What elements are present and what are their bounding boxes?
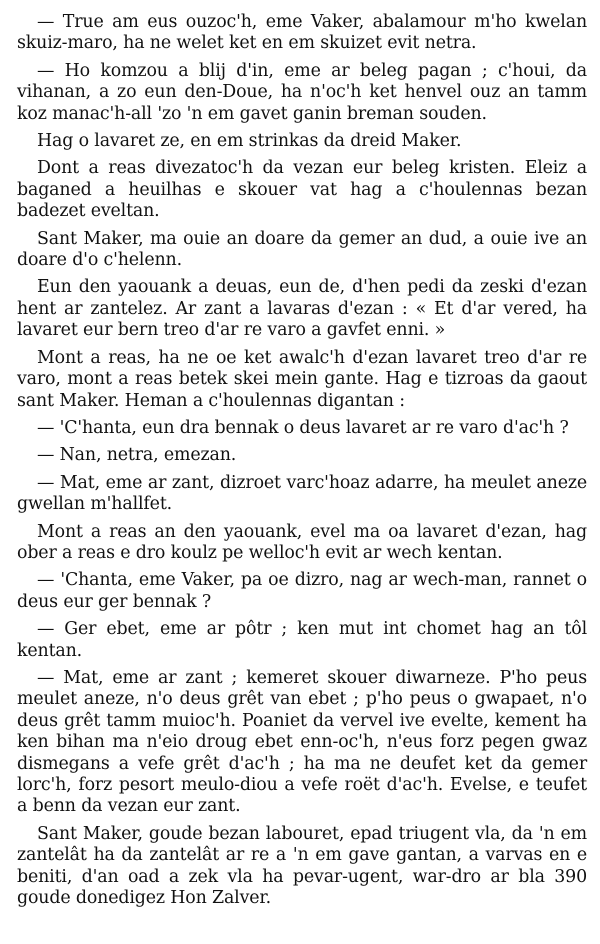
paragraph-6: Eun den yaouank a deuas, eun de, d'hen pedi da zeski d'ezan hent ar zantelez. Ar zant a lavaras d'ezan : « Et d'ar vered, ha lavaret eur bern treo d'ar re varo a gavfet enni. » — [17, 277, 587, 341]
paragraph-10: — Mat, eme ar zant, dizroet varc'hoaz adarre, ha meulet aneze gwellan m'hallfet. — [17, 472, 587, 515]
paragraph-13: — Ger ebet, eme ar pôtr ; ken mut int chomet hag an tôl kentan. — [17, 619, 587, 661]
paragraph-14: — Mat, eme ar zant ; kemeret skouer diwarneze. P'ho peus meulet aneze, n'o deus grêt van ebet ; p'ho peus o gwapaet, n'o deus grêt tamm muioc'h. Poaniet da vervel ive evelte, kement ha ken bihan ma n'eio droug ebet enn-oc'h, n'eus forz pegen gwaz dismegans a vefe grêt d'ac'h ; ha ma ne deufet ket da gemer lorc'h, forz pesort meulo-diou a vefe roët d'ac'h. Evelse, e teufet a benn da vezan eur zant. — [17, 667, 587, 817]
paragraph-3: Hag o lavaret ze, en em strinkas da dreid Maker. — [37, 131, 462, 152]
paragraph-2: — Ho komzou a blij d'in, eme ar beleg pagan ; c'houi, da vihanan, a zo eun den-Doue, ha n'oc'h ket henvel ouz an tamm koz manac'h-all 'zo 'n em gavet ganin breman souden. — [17, 60, 587, 124]
paragraph-1: — True am eus ouzoc'h, eme Vaker, abalamour m'ho kwelan skuiz-maro, ha ne welet ket en em skuizet evit netra. — [17, 12, 587, 54]
paragraph-9: — Nan, netra, emezan. — [37, 445, 237, 466]
paragraph-7: Mont a reas, ha ne oe ket awalc'h d'ezan lavaret treo d'ar re varo, mont a reas betek skei mein gante. Hag e tizroas da gaout sant Maker. Heman a c'houlennas digantan : — [17, 347, 587, 411]
paragraph-4: Dont a reas divezatoc'h da vezan eur beleg kristen. Eleiz a baganed a heuilhas e skouer vat hag a c'houlennas bezan badezet eveltan. — [17, 158, 587, 222]
paragraph-12: — 'Chanta, eme Vaker, pa oe dizro, nag ar wech-man, rannet o deus eur ger bennak ? — [17, 570, 587, 612]
paragraph-5: Sant Maker, ma ouie an doare da gemer an dud, a ouie ive an doare d'o c'helenn. — [17, 228, 587, 271]
paragraph-15: Sant Maker, goude bezan labouret, epad triugent vla, da 'n em zantelât ha da zantelât ar re a 'n em gave gantan, a varvas en e beniti, d'an oad a zek vla ha pevar-ugent, war-dro ar bla 390 goude donedigez Hon Zalver. — [17, 823, 587, 909]
paragraph-8: — 'C'hanta, eun dra bennak o deus lavaret ar re varo d'ac'h ? — [37, 417, 569, 438]
paragraph-11: Mont a reas an den yaouank, evel ma oa lavaret d'ezan, hag ober a reas e dro koulz pe welloc'h evit ar wech kentan. — [17, 521, 587, 563]
